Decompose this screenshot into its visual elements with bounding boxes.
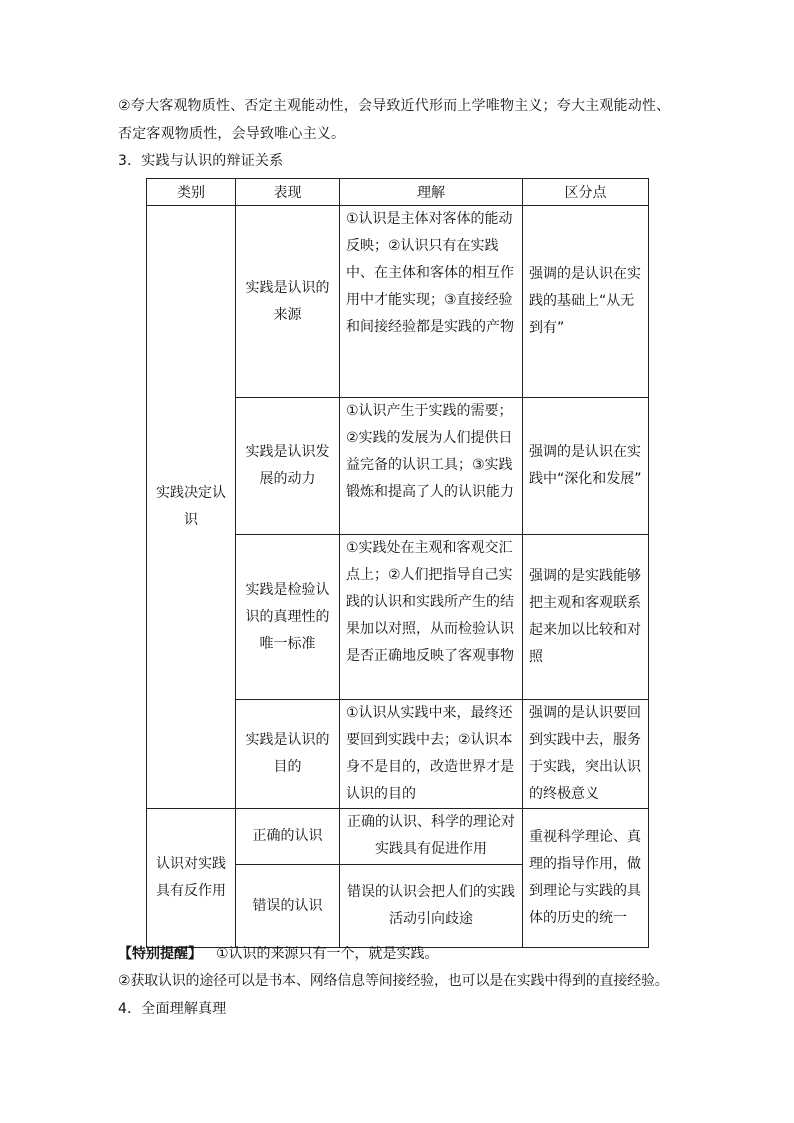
header-category: 类别	[147, 179, 236, 206]
header-behavior: 表现	[236, 179, 340, 206]
understanding-cell: 正确的认识、科学的理论对实践具有促进作用	[340, 809, 523, 865]
header-distinction: 区分点	[523, 179, 649, 206]
special-reminder-label: 【特别提醒】	[118, 946, 202, 962]
distinction-cell: 强调的是认识在实践的基础上“从无到有”	[523, 206, 649, 398]
understanding-cell: ①认识从实践中来，最终还要回到实践中去；②认识本身不是目的，改造世界才是认识的目的	[340, 700, 523, 809]
understanding-cell: ①实践处在主观和客观交汇点上；②人们把指导自己实践的认识和实践所产生的结果加以对照，从而检验认识是否正确地反映了客观事物	[340, 535, 523, 700]
distinction-cell: 重视科学理论、真理的指导作用，做到理论与实践的具体的历史的统一	[523, 809, 649, 948]
reminder-tip-1: ①认识的来源只有一个，就是实践。	[216, 946, 439, 962]
behavior-cell: 正确的认识	[236, 809, 340, 865]
special-reminder-line	[118, 940, 439, 968]
category-cell: 实践决定认识	[147, 206, 236, 809]
distinction-cell: 强调的是认识要回到实践中去，服务于实践，突出认识的终极意义	[523, 700, 649, 809]
section-heading-4: 4．全面理解真理	[118, 1001, 227, 1017]
behavior-cell: 实践是认识的目的	[236, 700, 340, 809]
distinction-cell: 强调的是实践能够把主观和客观联系起来加以比较和对照	[523, 535, 649, 700]
behavior-cell: 实践是认识的来源	[236, 206, 340, 398]
understanding-cell: ①认识产生于实践的需要；②实践的发展为人们提供日益完备的认识工具；③实践锻炼和提高了人的认识能力	[340, 398, 523, 535]
understanding-cell: ①认识是主体对客体的能动反映；②认识只有在实践中、在主体和客体的相互作用中才能实现；③直接经验和间接经验都是实践的产物	[340, 206, 523, 398]
behavior-cell: 实践是检验认识的真理性的唯一标准	[236, 535, 340, 700]
paragraph-materialism: ②夸大客观物质性、否定主观能动性，会导致近代形而上学唯物主义；夸大主观能动性、否定客观物质性，会导致唯心主义。	[118, 98, 671, 142]
behavior-cell: 错误的认识	[236, 865, 340, 948]
practice-cognition-table	[146, 178, 649, 948]
table-row	[147, 809, 649, 865]
section-heading-3: 3．实践与认识的辩证关系	[118, 153, 284, 169]
table-row	[147, 206, 649, 398]
header-understanding: 理解	[340, 179, 523, 206]
table-header-row	[147, 179, 649, 206]
understanding-cell: 错误的认识会把人们的实践活动引向歧途	[340, 865, 523, 948]
behavior-cell: 实践是认识发展的动力	[236, 398, 340, 535]
reminder-tip-2: ②获取认识的途径可以是书本、网络信息等间接经验，也可以是在实践中得到的直接经验。	[118, 973, 669, 989]
distinction-cell: 强调的是认识在实践中“深化和发展”	[523, 398, 649, 535]
category-cell: 认识对实践具有反作用	[147, 809, 236, 948]
